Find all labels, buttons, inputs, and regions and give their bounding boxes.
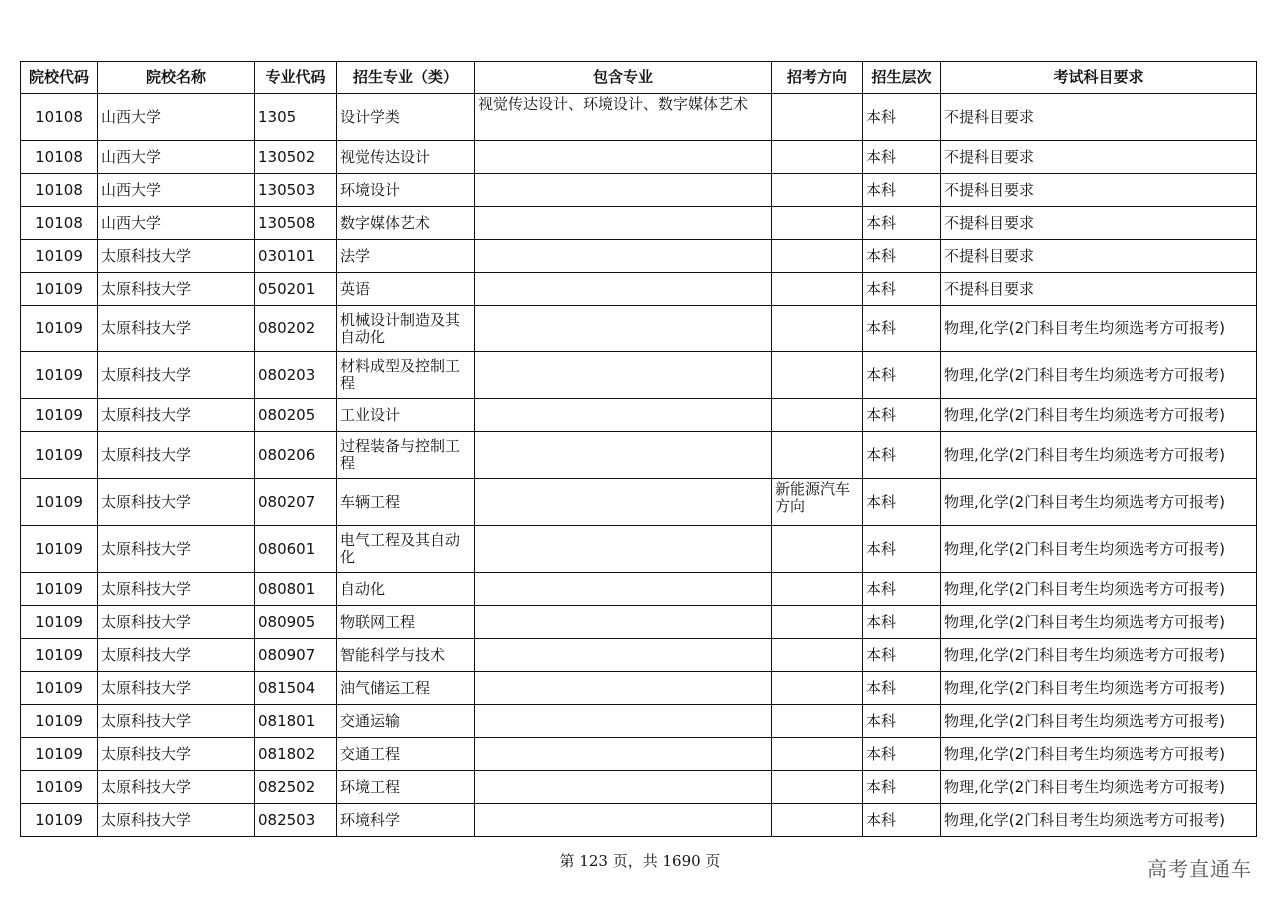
cell-school-code: 10109: [21, 273, 98, 306]
page-number: 第 123 页，共 1690 页: [559, 852, 721, 870]
cell-direction: [772, 526, 863, 573]
table-row: [21, 526, 1257, 573]
cell-subject-requirements: 物理,化学(2门科目考生均须选考方可报考): [941, 639, 1257, 672]
table-row: [21, 672, 1257, 705]
cell-level: 本科: [863, 705, 941, 738]
cell-school-code: 10109: [21, 306, 98, 352]
cell-major: 数字媒体艺术: [337, 207, 475, 240]
cell-major-code: 130502: [255, 141, 337, 174]
cell-major: 视觉传达设计: [337, 141, 475, 174]
table-row: [21, 141, 1257, 174]
cell-school-code: 10109: [21, 705, 98, 738]
cell-level: 本科: [863, 639, 941, 672]
cell-direction: [772, 273, 863, 306]
table-row: [21, 432, 1257, 479]
cell-major: 油气储运工程: [337, 672, 475, 705]
cell-direction: [772, 705, 863, 738]
cell-included-majors: [475, 639, 772, 672]
cell-major: 环境工程: [337, 771, 475, 804]
cell-level: 本科: [863, 606, 941, 639]
cell-school-name: 太原科技大学: [98, 352, 255, 399]
cell-subject-requirements: 物理,化学(2门科目考生均须选考方可报考): [941, 573, 1257, 606]
cell-level: 本科: [863, 804, 941, 837]
cell-school-name: 太原科技大学: [98, 240, 255, 273]
cell-subject-requirements: 物理,化学(2门科目考生均须选考方可报考): [941, 771, 1257, 804]
table-row: [21, 738, 1257, 771]
cell-school-name: 太原科技大学: [98, 771, 255, 804]
cell-level: 本科: [863, 207, 941, 240]
cell-major: 环境设计: [337, 174, 475, 207]
cell-major-code: 080907: [255, 639, 337, 672]
cell-school-name: 太原科技大学: [98, 273, 255, 306]
cell-major-code: 130503: [255, 174, 337, 207]
cell-direction: [772, 432, 863, 479]
cell-school-code: 10109: [21, 573, 98, 606]
cell-subject-requirements: 物理,化学(2门科目考生均须选考方可报考): [941, 306, 1257, 352]
cell-subject-requirements: 物理,化学(2门科目考生均须选考方可报考): [941, 352, 1257, 399]
cell-direction: [772, 141, 863, 174]
col-header-subject-requirements: 考试科目要求: [941, 62, 1257, 94]
cell-school-name: 太原科技大学: [98, 639, 255, 672]
cell-subject-requirements: 物理,化学(2门科目考生均须选考方可报考): [941, 672, 1257, 705]
table-row: [21, 174, 1257, 207]
admissions-table: [20, 61, 1257, 837]
cell-school-name: 太原科技大学: [98, 705, 255, 738]
cell-level: 本科: [863, 141, 941, 174]
cell-direction: [772, 207, 863, 240]
cell-subject-requirements: 不提科目要求: [941, 273, 1257, 306]
cell-major-code: 080203: [255, 352, 337, 399]
cell-included-majors: [475, 738, 772, 771]
cell-major-code: 080905: [255, 606, 337, 639]
cell-level: 本科: [863, 771, 941, 804]
col-header-direction: 招考方向: [772, 62, 863, 94]
cell-level: 本科: [863, 526, 941, 573]
table-row: [21, 207, 1257, 240]
cell-subject-requirements: 物理,化学(2门科目考生均须选考方可报考): [941, 606, 1257, 639]
cell-major-code: 080801: [255, 573, 337, 606]
cell-school-name: 山西大学: [98, 174, 255, 207]
cell-school-name: 山西大学: [98, 207, 255, 240]
cell-direction: [772, 174, 863, 207]
cell-major-code: 080205: [255, 399, 337, 432]
cell-school-code: 10108: [21, 207, 98, 240]
cell-direction: [772, 94, 863, 141]
cell-level: 本科: [863, 432, 941, 479]
cell-school-name: 太原科技大学: [98, 672, 255, 705]
cell-major: 材料成型及控制工程: [337, 352, 475, 399]
cell-school-code: 10109: [21, 399, 98, 432]
cell-subject-requirements: 不提科目要求: [941, 240, 1257, 273]
table-header-row: [21, 62, 1257, 94]
cell-subject-requirements: 物理,化学(2门科目考生均须选考方可报考): [941, 479, 1257, 526]
cell-subject-requirements: 不提科目要求: [941, 174, 1257, 207]
cell-direction: [772, 352, 863, 399]
cell-subject-requirements: 物理,化学(2门科目考生均须选考方可报考): [941, 526, 1257, 573]
table-row: [21, 705, 1257, 738]
cell-direction: [772, 573, 863, 606]
cell-major: 交通工程: [337, 738, 475, 771]
cell-major: 过程装备与控制工程: [337, 432, 475, 479]
table-row: [21, 771, 1257, 804]
cell-major: 设计学类: [337, 94, 475, 141]
cell-major: 工业设计: [337, 399, 475, 432]
cell-major: 交通运输: [337, 705, 475, 738]
cell-direction: [772, 306, 863, 352]
table-row: [21, 804, 1257, 837]
table-row: [21, 479, 1257, 526]
cell-subject-requirements: 不提科目要求: [941, 94, 1257, 141]
cell-major-code: 081504: [255, 672, 337, 705]
cell-subject-requirements: 不提科目要求: [941, 207, 1257, 240]
cell-school-code: 10108: [21, 94, 98, 141]
watermark-logo: 高考直通车: [1147, 857, 1252, 881]
cell-school-name: 太原科技大学: [98, 306, 255, 352]
cell-level: 本科: [863, 479, 941, 526]
table-row: [21, 273, 1257, 306]
cell-major: 环境科学: [337, 804, 475, 837]
cell-major-code: 082502: [255, 771, 337, 804]
cell-level: 本科: [863, 573, 941, 606]
table-row: [21, 306, 1257, 352]
cell-level: 本科: [863, 94, 941, 141]
table-body: [21, 94, 1257, 837]
cell-school-code: 10109: [21, 606, 98, 639]
cell-major: 法学: [337, 240, 475, 273]
cell-subject-requirements: 物理,化学(2门科目考生均须选考方可报考): [941, 804, 1257, 837]
cell-school-code: 10109: [21, 639, 98, 672]
table-row: [21, 639, 1257, 672]
cell-level: 本科: [863, 672, 941, 705]
cell-school-name: 山西大学: [98, 94, 255, 141]
table-row: [21, 399, 1257, 432]
cell-included-majors: [475, 432, 772, 479]
cell-included-majors: [475, 526, 772, 573]
cell-school-code: 10109: [21, 738, 98, 771]
cell-direction: [772, 771, 863, 804]
cell-school-name: 太原科技大学: [98, 738, 255, 771]
cell-school-name: 太原科技大学: [98, 399, 255, 432]
cell-school-name: 山西大学: [98, 141, 255, 174]
cell-included-majors: [475, 573, 772, 606]
cell-direction: [772, 672, 863, 705]
cell-school-code: 10109: [21, 352, 98, 399]
cell-level: 本科: [863, 174, 941, 207]
cell-school-name: 太原科技大学: [98, 804, 255, 837]
cell-major-code: 080202: [255, 306, 337, 352]
cell-school-code: 10109: [21, 672, 98, 705]
cell-level: 本科: [863, 240, 941, 273]
cell-major: 车辆工程: [337, 479, 475, 526]
cell-included-majors: [475, 479, 772, 526]
cell-school-name: 太原科技大学: [98, 573, 255, 606]
col-header-school-name: 院校名称: [98, 62, 255, 94]
cell-direction: [772, 804, 863, 837]
cell-major-code: 080207: [255, 479, 337, 526]
cell-included-majors: [475, 273, 772, 306]
cell-school-name: 太原科技大学: [98, 432, 255, 479]
cell-level: 本科: [863, 352, 941, 399]
col-header-level: 招生层次: [863, 62, 941, 94]
cell-level: 本科: [863, 273, 941, 306]
table-row: [21, 573, 1257, 606]
cell-included-majors: [475, 141, 772, 174]
cell-level: 本科: [863, 399, 941, 432]
table-row: [21, 352, 1257, 399]
cell-level: 本科: [863, 738, 941, 771]
cell-school-code: 10109: [21, 432, 98, 479]
cell-major-code: 082503: [255, 804, 337, 837]
cell-major-code: 081801: [255, 705, 337, 738]
cell-included-majors: [475, 352, 772, 399]
cell-school-code: 10109: [21, 526, 98, 573]
cell-school-name: 太原科技大学: [98, 606, 255, 639]
cell-level: 本科: [863, 306, 941, 352]
cell-included-majors: [475, 672, 772, 705]
cell-school-code: 10109: [21, 804, 98, 837]
cell-major-code: 081802: [255, 738, 337, 771]
cell-school-code: 10109: [21, 479, 98, 526]
cell-direction: [772, 606, 863, 639]
cell-included-majors: [475, 399, 772, 432]
cell-school-code: 10109: [21, 240, 98, 273]
cell-school-code: 10109: [21, 771, 98, 804]
cell-major: 英语: [337, 273, 475, 306]
cell-included-majors: [475, 804, 772, 837]
table-row: [21, 606, 1257, 639]
cell-school-code: 10108: [21, 174, 98, 207]
cell-direction: [772, 639, 863, 672]
cell-subject-requirements: 物理,化学(2门科目考生均须选考方可报考): [941, 705, 1257, 738]
cell-major: 机械设计制造及其自动化: [337, 306, 475, 352]
cell-major: 智能科学与技术: [337, 639, 475, 672]
cell-major-code: 080601: [255, 526, 337, 573]
cell-direction: 新能源汽车方向: [772, 479, 863, 526]
cell-subject-requirements: 物理,化学(2门科目考生均须选考方可报考): [941, 399, 1257, 432]
cell-major-code: 080206: [255, 432, 337, 479]
cell-major-code: 1305: [255, 94, 337, 141]
cell-major: 物联网工程: [337, 606, 475, 639]
cell-school-name: 太原科技大学: [98, 479, 255, 526]
col-header-major-code: 专业代码: [255, 62, 337, 94]
cell-included-majors: [475, 240, 772, 273]
col-header-school-code: 院校代码: [21, 62, 98, 94]
table-row: [21, 240, 1257, 273]
table-row: [21, 94, 1257, 141]
cell-major: 电气工程及其自动化: [337, 526, 475, 573]
col-header-major: 招生专业（类）: [337, 62, 475, 94]
cell-school-name: 太原科技大学: [98, 526, 255, 573]
cell-included-majors: [475, 606, 772, 639]
cell-subject-requirements: 物理,化学(2门科目考生均须选考方可报考): [941, 738, 1257, 771]
cell-school-code: 10108: [21, 141, 98, 174]
cell-included-majors: [475, 771, 772, 804]
cell-direction: [772, 399, 863, 432]
cell-major-code: 050201: [255, 273, 337, 306]
cell-direction: [772, 738, 863, 771]
cell-subject-requirements: 不提科目要求: [941, 141, 1257, 174]
cell-included-majors: [475, 306, 772, 352]
cell-subject-requirements: 物理,化学(2门科目考生均须选考方可报考): [941, 432, 1257, 479]
cell-included-majors: 视觉传达设计、环境设计、数字媒体艺术: [475, 94, 772, 141]
cell-major-code: 130508: [255, 207, 337, 240]
col-header-included-majors: 包含专业: [475, 62, 772, 94]
cell-major-code: 030101: [255, 240, 337, 273]
cell-direction: [772, 240, 863, 273]
cell-included-majors: [475, 174, 772, 207]
cell-major: 自动化: [337, 573, 475, 606]
cell-included-majors: [475, 207, 772, 240]
cell-included-majors: [475, 705, 772, 738]
